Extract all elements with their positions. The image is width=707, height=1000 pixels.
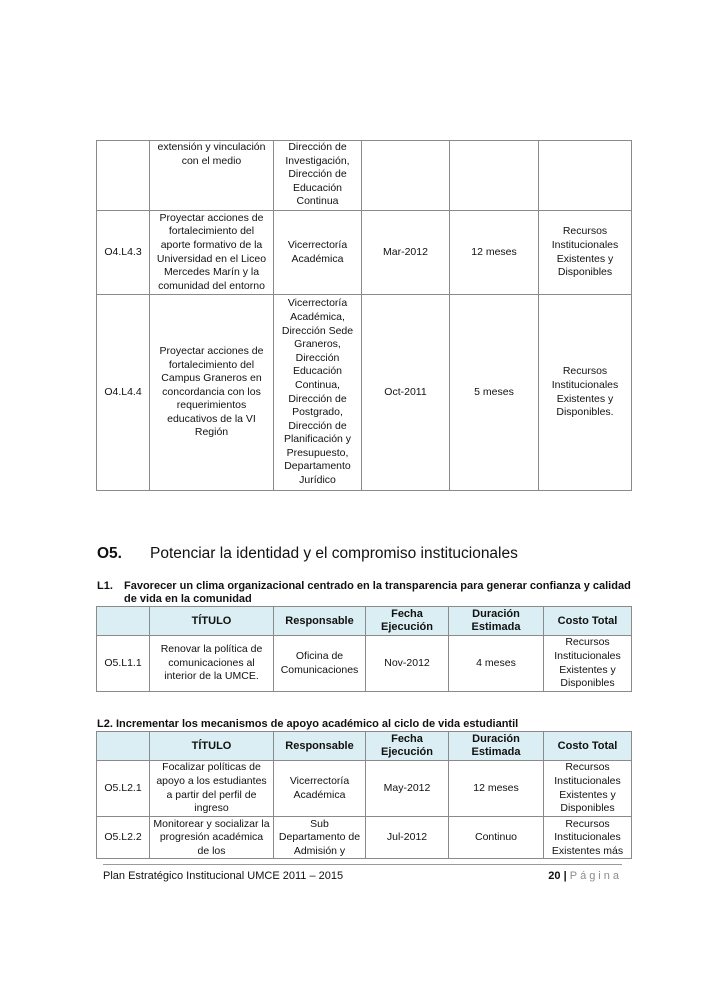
section-heading xyxy=(97,545,518,563)
action-responsible: Vicerrectoría Académica, Dirección Sede Graneros, Dirección Educación Continua, Dirección de Postgrado, Dirección de Planificación y Presupuesto, Departamento Jurídico xyxy=(274,295,362,491)
action-title: Proyectar acciones de fortalecimiento del Campus Graneros en concordancia con los requerimientos educativos de la VI Región xyxy=(150,295,274,491)
header-duracion: Duración Estimada xyxy=(449,732,544,761)
action-responsible: Dirección de Investigación, Dirección de Educación Continua xyxy=(274,141,362,211)
action-duration xyxy=(450,141,539,211)
section-number: O5. xyxy=(97,545,122,562)
footer-title: Plan Estratégico Institucional UMCE 2011 – 2015 xyxy=(103,870,344,882)
header-responsable: Responsable xyxy=(274,607,366,636)
table-row xyxy=(97,211,632,295)
action-duration: Continuo xyxy=(449,817,544,859)
line1-text: Favorecer un clima organizacional centrado en la transparencia para generar confianza y calidad de vida en la comunidad xyxy=(124,580,631,605)
action-cost xyxy=(544,817,632,859)
action-title: Proyectar acciones de fortalecimiento del aporte formativo de la Universidad en el Liceo Mercedes Marín y la comunidad del entorno xyxy=(150,211,274,295)
action-code: O5.L2.2 xyxy=(97,817,150,859)
action-duration: 5 meses xyxy=(450,295,539,491)
table-row xyxy=(97,141,632,211)
continued-actions-table xyxy=(96,140,632,491)
action-responsible xyxy=(274,817,366,859)
header-fecha: Fecha Ejecución xyxy=(366,732,449,761)
action-title: extensión y vinculación con el medio xyxy=(150,141,274,211)
section-title: Potenciar la identidad y el compromiso institucionales xyxy=(149,545,518,562)
action-title: Focalizar políticas de apoyo a los estudiantes a partir del perfil de ingreso xyxy=(150,761,274,817)
line1-heading xyxy=(97,580,637,606)
action-code: O4.L4.3 xyxy=(97,211,150,295)
page-number-block xyxy=(548,870,622,882)
action-code: O5.L2.1 xyxy=(97,761,150,817)
line1-table xyxy=(96,606,632,692)
header-fecha: Fecha Ejecución xyxy=(366,607,449,636)
action-code: O4.L4.4 xyxy=(97,295,150,491)
action-cost: Recursos Institucionales Existentes y Disponibles xyxy=(544,761,632,817)
action-date: Nov-2012 xyxy=(366,636,449,692)
action-title xyxy=(150,817,274,859)
action-responsible: Oficina de Comunicaciones xyxy=(274,636,366,692)
action-title-text: Monitorear y socializar la progresión académica de los xyxy=(153,817,270,857)
action-responsible: Vicerrectoría Académica xyxy=(274,211,362,295)
action-date: Jul-2012 xyxy=(366,817,449,859)
header-costo: Costo Total xyxy=(544,732,632,761)
table-header-row xyxy=(97,732,632,761)
action-date xyxy=(362,141,450,211)
action-code xyxy=(97,141,150,211)
action-responsible-text: Sub Departamento de Admisión y xyxy=(278,817,361,857)
action-duration: 4 meses xyxy=(449,636,544,692)
action-cost: Recursos Institucionales Existentes y Disponibles xyxy=(539,211,632,295)
action-date: May-2012 xyxy=(366,761,449,817)
line2-table xyxy=(96,731,632,859)
table-row xyxy=(97,817,632,859)
action-responsible: Vicerrectoría Académica xyxy=(274,761,366,817)
action-duration: 12 meses xyxy=(450,211,539,295)
line1-number: L1. xyxy=(97,580,113,592)
header-duracion: Duración Estimada xyxy=(449,607,544,636)
header-blank xyxy=(97,732,150,761)
action-title: Renovar la política de comunicaciones al interior de la UMCE. xyxy=(150,636,274,692)
table-row xyxy=(97,295,632,491)
action-cost: Recursos Institucionales Existentes y Disponibles xyxy=(544,636,632,692)
action-date: Oct-2011 xyxy=(362,295,450,491)
action-date: Mar-2012 xyxy=(362,211,450,295)
page-number: 20 | xyxy=(548,870,567,882)
table-header-row xyxy=(97,607,632,636)
action-cost: Recursos Institucionales Existentes y Disponibles. xyxy=(539,295,632,491)
action-duration: 12 meses xyxy=(449,761,544,817)
header-titulo: TÍTULO xyxy=(150,732,274,761)
header-titulo: TÍTULO xyxy=(150,607,274,636)
header-responsable: Responsable xyxy=(274,732,366,761)
page-word: Página xyxy=(569,870,622,882)
action-code: O5.L1.1 xyxy=(97,636,150,692)
action-cost-text: Recursos Institucionales Existentes más xyxy=(551,817,624,857)
line2-heading: L2. Incrementar los mecanismos de apoyo académico al ciclo de vida estudiantil xyxy=(97,718,519,730)
table-row xyxy=(97,761,632,817)
header-blank xyxy=(97,607,150,636)
page-footer xyxy=(103,864,622,882)
table-row xyxy=(97,636,632,692)
action-cost xyxy=(539,141,632,211)
header-costo: Costo Total xyxy=(544,607,632,636)
